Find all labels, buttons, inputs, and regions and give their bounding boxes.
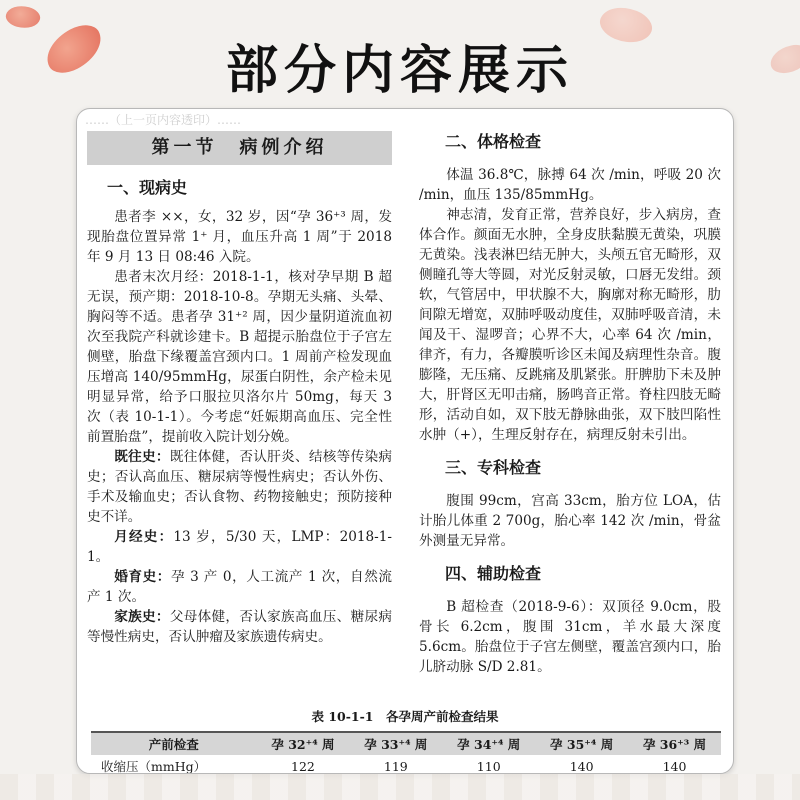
label-menstrual-history: 月经史： xyxy=(114,529,174,545)
table-cell: 119 xyxy=(383,758,408,774)
text-past-history: 既往体健，否认肝炎、结核等传染病史；否认高血压、糖尿病等慢性病史；否认外伤、手术及输血史；否认食物、药物接触史；预防接种史不详。 xyxy=(87,449,392,525)
text-menstrual-history: 13 岁，5/30 天，LMP：2018-1-1。 xyxy=(87,529,392,565)
table-cell: 122 xyxy=(291,758,315,774)
banner-title: 部分内容展示 xyxy=(225,41,574,101)
text-obstetric-history: 孕 3 产 0，人工流产 1 次，自然流产 1 次。 xyxy=(87,569,392,605)
paragraph: 神志清，发育正常，营养良好，步入病房，查体合作。颜面无水肿，全身皮肤黏膜无黄染，巩膜无黄染。浅表淋巴结无肿大，头颅五官无畸形，双侧瞳孔等大等圆，对光反射灵敏，口唇无发绀。颈软，气管居中，甲状腺不大，胸廓对称无畸形，肋间隙无增宽，双肺呼吸动度佳，双肺呼吸音清，未闻及干、湿啰音；心界不大，心率 64 次 /min，律齐，有力，各瓣膜听诊区未闻及病理性杂音。腹膨隆，无压痛、反跳痛及肌紧张。肝脾肋下未及肿大，肝肾区无叩击痛，肠鸣音正常。脊柱四肢无畸形，活动自如，双下肢无静脉曲张，双下肢凹陷性水肿（+），生理反射存在，病理反射未引出。 xyxy=(419,207,721,443)
paragraph: 腹围 99cm，宫高 33cm，胎方位 LOA，估计胎儿体重 2 700g，胎心率 142 次 /min，骨盆外测量无异常。 xyxy=(419,493,721,549)
paragraph: B 超检查（2018-9-6）：双顶径 9.0cm，股骨长 6.2cm，腹围 31cm，羊水最大深度 5.6cm。胎盘位于子宫左侧壁，覆盖宫颈内口，胎儿脐动脉 S/D 2.81。 xyxy=(419,599,721,675)
prenatal-exam-table xyxy=(91,731,721,774)
table-header-cell: 孕 35⁺⁴ 周 xyxy=(535,732,628,755)
paragraph xyxy=(87,567,392,607)
table-header-cell: 孕 32⁺⁴ 周 xyxy=(257,732,350,755)
table-cell: 140 xyxy=(662,758,687,774)
label-obstetric-history: 婚育史： xyxy=(114,569,171,585)
table-header-cell: 孕 34⁺⁴ 周 xyxy=(442,732,535,755)
table-cell: 140 xyxy=(569,758,594,774)
label-family-history: 家族史： xyxy=(114,609,170,625)
table-header-row xyxy=(91,732,721,755)
table-cell: 收缩压（mmHg） xyxy=(101,759,207,774)
table-caption: 表 10-1-1 各孕周产前检查结果 xyxy=(311,709,499,724)
table-header-cell: 产前检查 xyxy=(91,732,257,755)
paragraph xyxy=(87,607,392,647)
heading-physical-exam: 二、体格检查 xyxy=(445,132,542,151)
paragraph xyxy=(87,447,392,527)
paragraph xyxy=(87,527,392,567)
paragraph: 患者末次月经：2018-1-1，核对孕早期 B 超无误，预产期：2018-10-8。孕期无头痛、头晕、胸闷等不适。患者孕 31⁺² 周，因少量阴道流血初次至我院产科就诊建卡。B 超提示胎盘位于子宫左侧壁，胎盘下缘覆盖宫颈内口。1 周前产检发现血压增高 140/95mmHg，尿蛋白阴性，余产检未见明显异常，给予口服拉贝洛尔片 50mg，每天 3 次（表 10-1-1）。今考虑“妊娠期高血压、完全性前置胎盘”，提前收入院计划分娩。 xyxy=(87,269,392,445)
right-column xyxy=(419,131,721,677)
paragraph: 体温 36.8℃，脉搏 64 次 /min，呼吸 20 次 /min，血压 135/85mmHg。 xyxy=(419,167,721,203)
lace-decoration xyxy=(0,774,800,800)
label-past-history: 既往史： xyxy=(114,449,170,465)
table-row xyxy=(91,755,721,774)
paragraph: 患者李 ××，女，32 岁，因“孕 36⁺³ 周，发现胎盘位置异常 1⁺ 月，血压升高 1 周”于 2018 年 9 月 13 日 08:46 入院。 xyxy=(87,209,392,265)
bleed-through-text: ……（上一页内容透印）…… xyxy=(85,113,242,127)
table-header-cell: 孕 36⁺³ 周 xyxy=(628,732,721,755)
left-column xyxy=(87,131,392,647)
heading-specialist-exam: 三、专科检查 xyxy=(445,458,542,477)
table-header-cell: 孕 33⁺⁴ 周 xyxy=(349,732,442,755)
text-family-history: 父母体健，否认家族高血压、糖尿病等慢性病史，否认肿瘤及家族遗传病史。 xyxy=(87,609,392,645)
table-cell: 110 xyxy=(476,758,501,774)
section-title: 第一节 病例介绍 xyxy=(87,131,392,165)
book-page xyxy=(76,108,734,774)
heading-present-illness: 一、现病史 xyxy=(107,178,188,197)
heading-auxiliary-exam: 四、辅助检查 xyxy=(445,564,542,583)
